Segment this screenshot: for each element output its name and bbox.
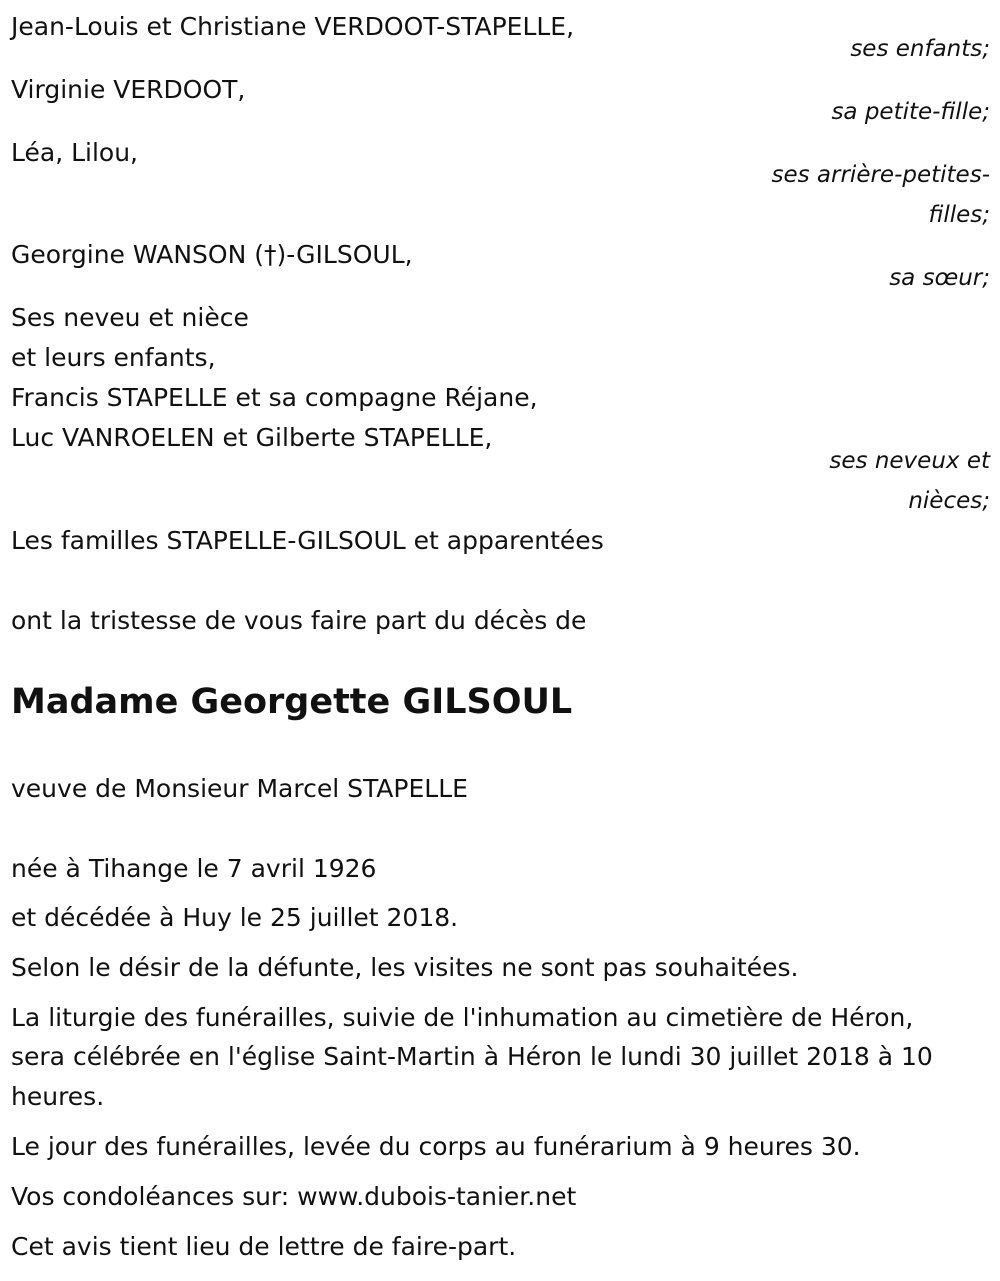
liturgy-text-line2: sera célébrée en l'église Saint-Martin à Héron le lundi 30 juillet 2018 à 10 — [11, 1042, 933, 1071]
family-sister-name: Georgine WANSON (†)-GILSOUL, — [11, 240, 413, 269]
visits-text: Selon le désir de la défunte, les visites ne sont pas souhaitées. — [11, 953, 799, 982]
birth-text: née à Tihange le 7 avril 1926 — [11, 854, 377, 883]
death-text: et décédée à Huy le 25 juillet 2018. — [11, 903, 459, 932]
notice-text: Cet avis tient lieu de lettre de faire-part. — [11, 1232, 517, 1261]
family-nephews-line3: Francis STAPELLE et sa compagne Réjane, — [11, 383, 538, 412]
family-nephews-line4: Luc VANROELEN et Gilberte STAPELLE, — [11, 423, 493, 452]
announcement-text: ont la tristesse de vous faire part du décès de — [11, 606, 587, 635]
family-sister-relation: sa sœur; — [889, 265, 990, 291]
widow-of-text: veuve de Monsieur Marcel STAPELLE — [11, 774, 468, 803]
liturgy-text-line3: heures. — [11, 1082, 105, 1111]
family-nephews-line1: Ses neveu et nièce — [11, 303, 249, 332]
family-nephews-relation-line2: nièces; — [908, 488, 990, 514]
condolences-text: Vos condoléances sur: www.dubois-tanier.net — [11, 1182, 577, 1211]
liturgy-text-line1: La liturgie des funérailles, suivie de l'inhumation au cimetière de Héron, — [11, 1003, 914, 1032]
family-granddaughter-relation: sa petite-fille; — [831, 99, 990, 125]
family-related-families: Les familles STAPELLE-GILSOUL et apparentées — [11, 526, 604, 555]
family-children-relation: ses enfants; — [850, 36, 990, 62]
family-nephews-relation-line1: ses neveux et — [829, 448, 990, 474]
family-children-names: Jean-Louis et Christiane VERDOOT-STAPELLE, — [11, 12, 575, 41]
family-granddaughter-name: Virginie VERDOOT, — [11, 75, 246, 104]
family-great-granddaughters-relation-line1: ses arrière-petites- — [771, 162, 990, 188]
deceased-name: Madame Georgette GILSOUL — [11, 682, 573, 722]
family-great-granddaughters-relation-line2: filles; — [928, 202, 990, 228]
family-nephews-line2: et leurs enfants, — [11, 343, 216, 372]
body-removal-text: Le jour des funérailles, levée du corps au funérarium à 9 heures 30. — [11, 1132, 861, 1161]
family-great-granddaughters-names: Léa, Lilou, — [11, 138, 138, 167]
